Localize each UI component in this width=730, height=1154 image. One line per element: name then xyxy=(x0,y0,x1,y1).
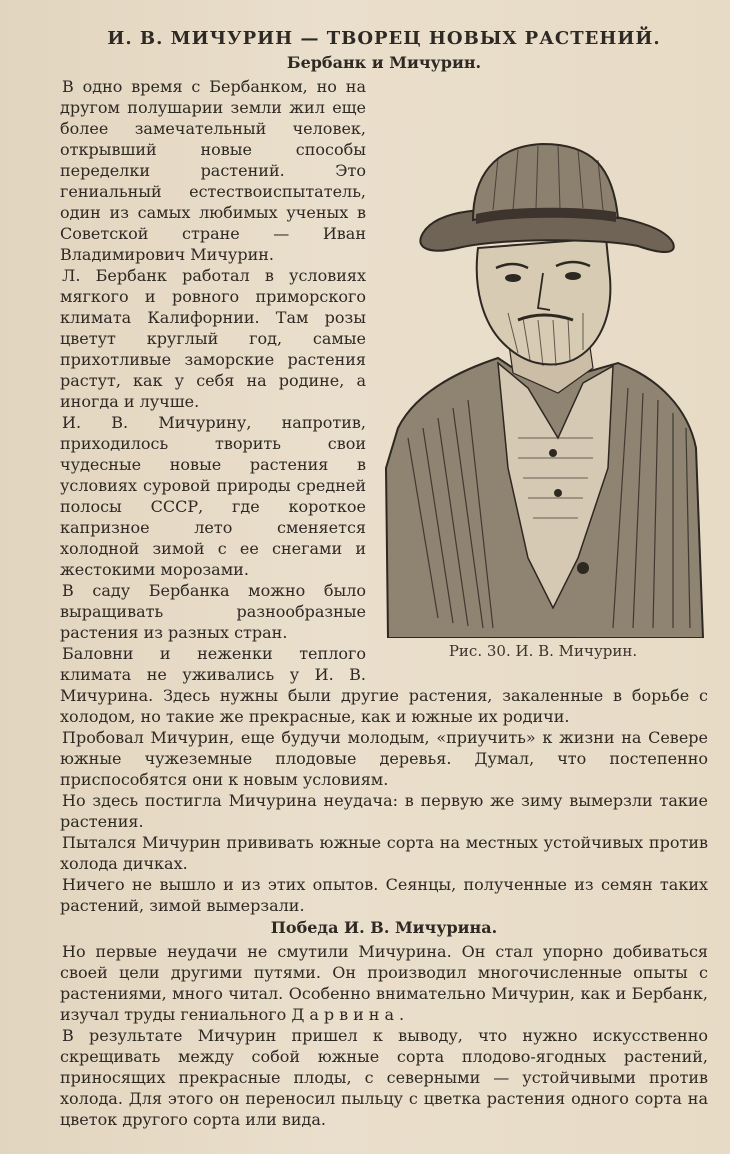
portrait-figure xyxy=(378,138,708,664)
portrait-engraving xyxy=(378,138,708,638)
paragraph-8: Пытался Мичурин прививать южные сорта на местных устойчивых против холода дичках. xyxy=(60,833,708,873)
paragraph-6: Пробовал Мичурин, еще будучи молодым, «приучить» к жизни на Севере южные чужеземные плодовые деревья. Думал, что постепенно приспособятся они к новым условиям. xyxy=(60,728,708,789)
paragraph-2: Л. Бербанк работал в условиях мягкого и ровного приморского климата Калифорнии. Там розы цветут круглый год, самые прихотливые заморские растения растут, как у себя на родине, а иногда и лучше. xyxy=(60,266,366,411)
paragraph-9: Ничего не вышло и из этих опытов. Сеянцы, полученные из семян таких растений, зимой вымерзали. xyxy=(60,875,708,915)
section-title-victory: Победа И. В. Мичурина. xyxy=(270,918,498,937)
figure-caption: Рис. 30. И. В. Мичурин. xyxy=(448,642,638,660)
paragraph-10-end: . xyxy=(399,1005,405,1024)
page-title: И. В. МИЧУРИН — ТВОРЕЦ НОВЫХ РАСТЕНИЙ. xyxy=(107,28,661,49)
paragraph-11: В результате Мичурин пришел к выводу, что нужно искусственно скрещивать между собой южные сорта плодово-ягодных растений, приносящих прекрасные плоды, с северными — устойчивыми против холода. Для этого он переносил пыльцу с цветка растения одного сорта на цветок другого сорта или вида. xyxy=(60,1026,708,1129)
paragraph-10 xyxy=(60,941,708,1025)
paragraph-4: В саду Бербанка можно было выращивать разнообразные растения из разных стран. xyxy=(60,581,366,642)
paragraph-3: И. В. Мичурину, напротив, приходилось творить свои чудесные новые растения в условиях суровой природы средней полосы СССР, где короткое капризное лето сменяется холодной зимой с ее снегами и жестокими морозами. xyxy=(60,413,366,579)
section-title-burbank: Бербанк и Мичурин. xyxy=(286,53,482,72)
paragraph-1: В одно время с Бербанком, но на другом полушарии земли жил еще более замечательный человек, открывший новые способы переделки растений. Это гениальный естествоиспытатель, один из самых любимых ученых в Советской стране — Иван Владимирович Мичурин. xyxy=(60,77,366,264)
paragraph-7: Но здесь постигла Мичурина неудача: в первую же зиму вымерзли такие растения. xyxy=(60,791,708,831)
paragraph-10-text: Но первые неудачи не смутили Мичурина. Он стал упорно добиваться своей цели другими путями. Он производил многочисленные опыты с растениями, много читал. Особенно внимательно Мичурин, как и Бербанк, изучал труды гениального xyxy=(60,942,708,1024)
paragraph-5: Баловни и неженки теплого климата не уживались у И. В. Мичурина. Здесь нужны были другие растения, закаленные в борьбе с холодом, но такие же прекрасные, как и южные их родичи. xyxy=(60,644,708,726)
darwin-name: Дарвина xyxy=(291,1005,400,1024)
